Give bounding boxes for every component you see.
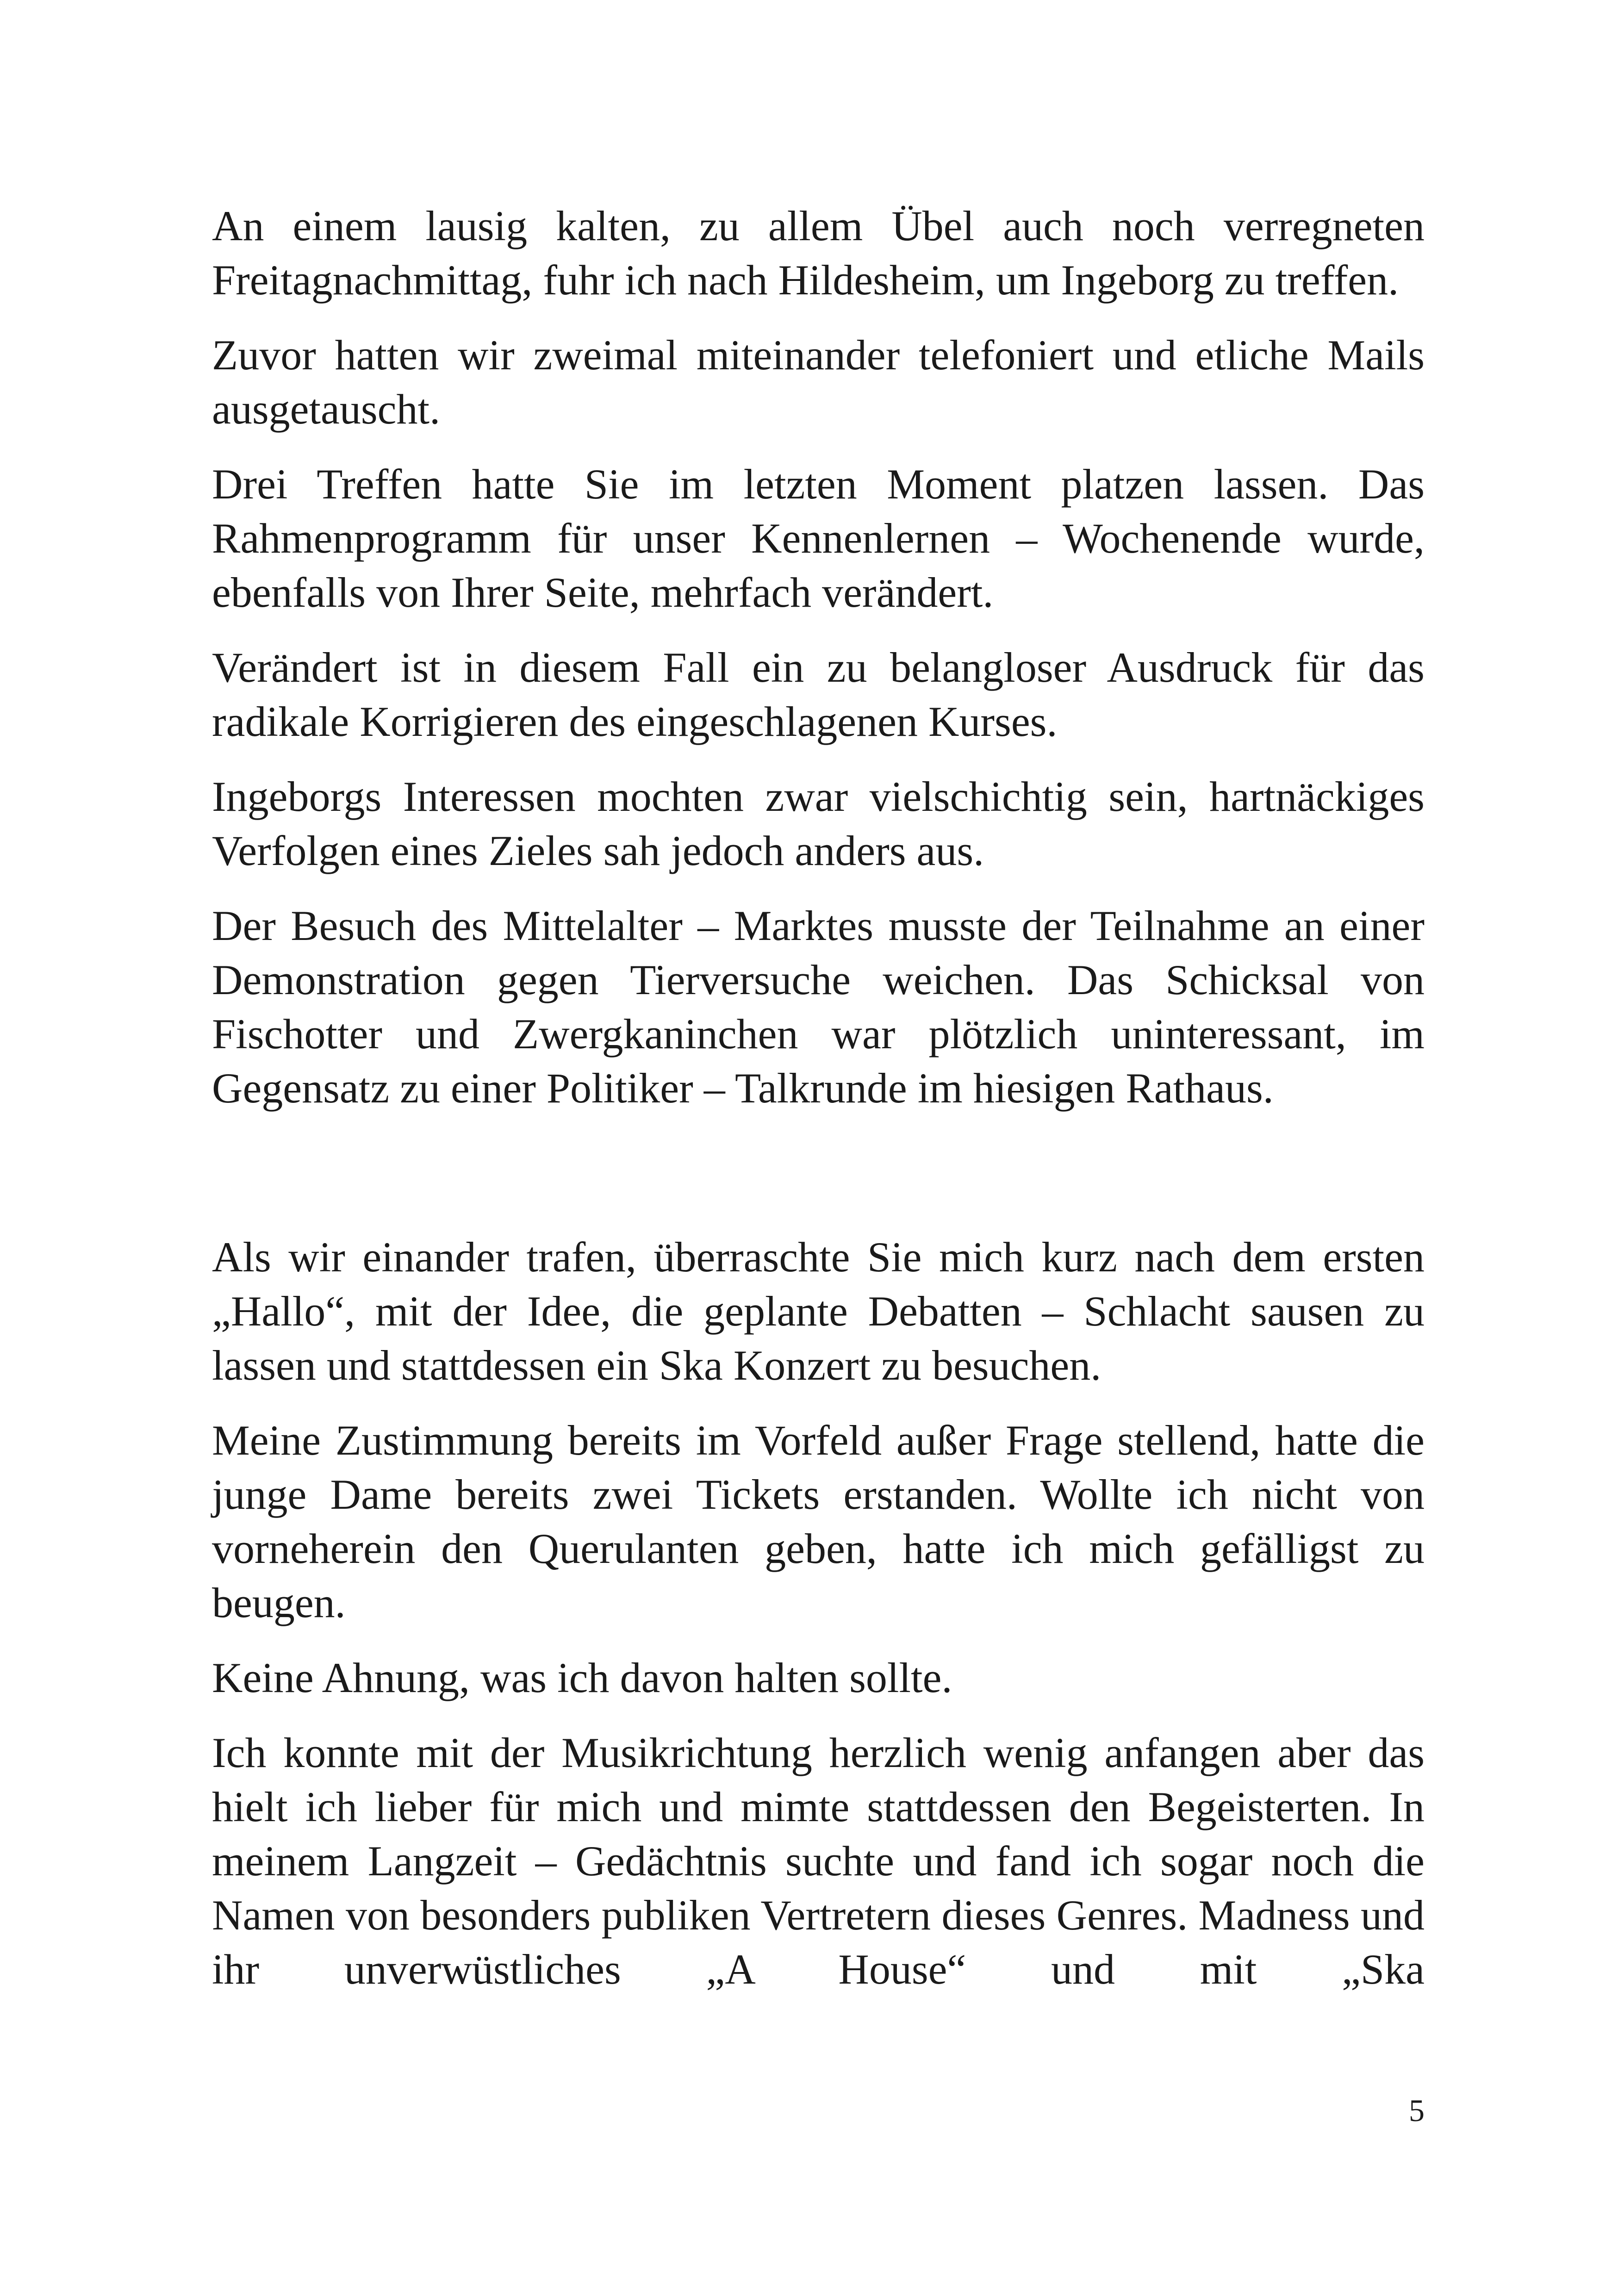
paragraph-4: Verändert ist in diesem Fall ein zu belangloser Ausdruck für das radikale Korrigieren des eingeschlagenen Kurses.: [212, 644, 1425, 745]
paragraph-6: Der Besuch des Mittelalter – Marktes musste der Teilnahme an einer Demonstration gegen Tierversuche weichen. Das Schicksal von Fischotter und Zwergkaninchen war plötzlich uninteressant, im Gegensatz zu einer Politiker – Talkrunde im hiesigen Rathaus.: [212, 902, 1425, 1112]
paragraph-8: Meine Zustimmung bereits im Vorfeld außer Frage stellend, hatte die junge Dame bereits zwei Tickets erstanden. Wollte ich nicht von vorneherein den Querulanten geben, hatte ich mich gefälligst zu beugen.: [212, 1417, 1425, 1626]
paragraph-9: Keine Ahnung, was ich davon halten sollte.: [212, 1654, 952, 1701]
paragraph-2: Zuvor hatten wir zweimal miteinander telefoniert und etliche Mails ausgetauscht.: [212, 331, 1425, 433]
section-break: [212, 1136, 1425, 1230]
paragraph-7: Als wir einander trafen, überraschte Sie mich kurz nach dem ersten „Hallo“, mit der Idee, die geplante Debatten – Schlacht sausen zu lassen und stattdessen ein Ska Konzert zu besuchen.: [212, 1233, 1425, 1389]
page-number: 5: [1409, 2093, 1425, 2128]
body-text: [212, 199, 1425, 2017]
paragraph-10: Ich konnte mit der Musikrichtung herzlich wenig anfangen aber das hielt ich lieber für mich und mimte stattdessen den Begeisterten. In meinem Langzeit – Gedächtnis suchte und fand ich sogar noch die Namen von besonders publiken Vertretern dieses Genres. Madness und ihr unverwüstliches „A House“ und mit „Ska: [212, 1729, 1425, 1993]
paragraph-1: An einem lausig kalten, zu allem Übel auch noch verregneten Freitagnachmittag, fuhr ich nach Hildesheim, um Ingeborg zu treffen.: [212, 202, 1425, 304]
paragraph-5: Ingeborgs Interessen mochten zwar vielschichtig sein, hartnäckiges Verfolgen eines Zieles sah jedoch anders aus.: [212, 773, 1425, 874]
paragraph-3: Drei Treffen hatte Sie im letzten Moment platzen lassen. Das Rahmenprogramm für unser Kennenlernen – Wochenende wurde, ebenfalls von Ihrer Seite, mehrfach verändert.: [212, 460, 1425, 616]
